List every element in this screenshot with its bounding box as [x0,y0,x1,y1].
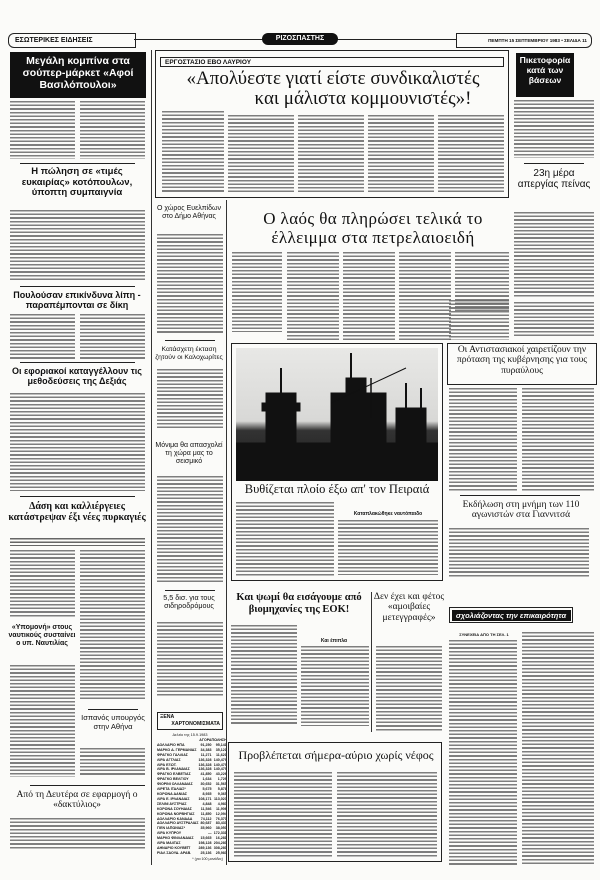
article-body [343,252,395,340]
currency-rate: 1,729 [217,777,227,782]
currency-name: ΛΙΡΑ Β. ΙΡΛΑΝΔΙΑΣ [157,767,190,772]
article-body [449,300,509,340]
currency-name: ΦΡΑΓΚΟ ΕΛΒΕΤΙΑΣ [157,772,191,777]
divider [20,362,135,363]
currency-rate: 38,050 [215,826,227,831]
article-body [337,772,437,858]
headline-kotopoula: Η πώληση σε «τιμές ευκαιρίας» κοτόπουλων, ύποπτη συμπαιγνία [21,166,133,199]
currency-rate: 113,023 [213,796,227,801]
headline-kalochorites: Κατάσχετη έκταση ζητούν οι Καλοχωρίτες [155,346,223,361]
ship-subhead: Καταπλακώθηκε ναυτόπαιδο [353,511,423,517]
article-body [10,101,75,159]
divider [30,785,145,786]
article-body [449,640,517,865]
currency-rate: 140,479 [213,767,227,772]
divider [20,496,135,497]
currency-rate: 11,906 [215,806,227,811]
headline-metengrafes: Δεν έχει και φέτος «αμοιβαίες μετεγγραφές» [373,592,445,623]
headline-piketoforia: Πικετοφορία κατά των βάσεων [516,53,574,97]
currency-name: ΛΙΡΕΤΑ ΙΤΑΛΙΑΣ* [157,787,186,792]
currency-rate: 12,094 [215,811,227,816]
currency-rate: 11,271 [200,752,212,757]
headline-pyrkagies: Δάση και καλλιέργειες κατάστρεψαν έξι νέες πυρκαγιές [8,501,146,523]
currency-rate: 4,848 [202,801,212,806]
article-body [157,234,223,334]
divider [524,163,584,164]
currency-title-2: ΧΑΡΤΟΝΟΜΙΣΜΑΤΑ [171,721,220,727]
section-label: ΕΣΩΤΕΡΙΚΕΣ ΕΙΔΗΣΕΙΣ [8,33,136,48]
currency-name: ΦΡΑΓΚΟ ΒΕΛΓΙΟΥ [157,777,189,782]
currency-rate: 16,281 [215,836,227,841]
currency-rate: 308,280 [213,845,227,850]
article-body [298,115,364,193]
article-body [514,100,594,158]
column-divider [226,200,227,865]
currency-rate: 74,112 [200,816,212,821]
currency-name: ΛΙΡΑ Ε. ΙΡΛΑΝΔΙΑΣ [157,796,190,801]
ship-photo [236,348,438,481]
currency-title-box [157,712,223,730]
currency-name: ΜΑΡΚΟ ΦΙΝΛΑΝΔΙΑΣ [157,836,194,841]
column-divider [151,50,152,865]
currency-name: ΛΙΡΑ ΜΑΛΤΑΣ [157,841,181,846]
currency-rate: 43,226 [215,772,227,777]
headline-daktylios: Από τη Δευτέρα σε εφαρμογή ο «δακτύλιος» [16,790,138,811]
article-body [10,393,145,491]
article-body [368,115,434,193]
divider [165,590,215,591]
currency-row [157,748,227,753]
currency-rate: 8,935 [202,791,212,796]
article-body [162,111,224,193]
currency-rate: 91,250 [200,742,212,747]
article-body [10,314,75,359]
article-body [514,302,594,336]
continued-label: ΣΥΝΕΧΕΙΑ ΑΠΟ ΤΗ ΣΕΛ. 1 [459,632,509,637]
article-body [399,252,451,340]
headline-seismiko: Μόνιμα θα απασχολεί τη χώρα μας το σεισμικό [155,442,223,465]
currency-name: ΓΙΕΝ ΙΑΠΩΝΙΑΣ* [157,826,185,831]
currency-col-header: ΠΩΛΗΣΗ [211,738,227,742]
currency-name: ΛΙΡΑ ΑΓΓΛΙΑΣ [157,757,181,762]
currency-row [157,851,227,856]
currency-rate: 95,141 [215,742,227,747]
article-body [10,550,75,618]
date-page: ΠΕΜΠΤΗ 15 ΣΕΠΤΕΜΒΡΙΟΥ 1983 • ΣΕΛΙΔΑ 11 [456,33,592,48]
masthead: ΡΙΖΟΣΠΑΣΤΗΣ [262,33,338,45]
article-body [236,502,334,576]
article-body [80,748,145,776]
headline-lipi: Πουλούσαν επικίνδυνα λίπη - παραπέμπονται σε δίκη [13,290,141,311]
currency-rate: 35,960 [200,826,212,831]
article-body [80,550,145,700]
commentary-banner [449,607,573,623]
headline-kompina: Μεγάλη κομπίνα στα σούπερ-μάρκετ «Αφοί Βασιλόπουλοι» [10,52,146,98]
article-body [522,388,594,492]
currency-rate: 35,121 [215,747,227,752]
column-divider [371,592,372,732]
currency-rate: 34,383 [200,747,212,752]
article-body [10,210,145,280]
currency-rate: 136,328 [198,757,212,762]
currency-rate: 25,136 [200,850,212,855]
currency-rate: 11,621 [215,752,227,757]
currency-row [157,807,227,812]
headline-ypomoni: «Υπομονή» στους ναυτικούς συσταίνει ο υπ. Ναυτιλίας [8,624,76,647]
currency-rate: 31,565 [215,782,227,787]
currency-rate: 136,328 [198,762,212,767]
article-body [234,772,332,858]
currency-rate: 5,878 [217,787,227,792]
currency-name: ΔΟΛΛΑΡΙΟ ΚΑΝΑΔΑ [157,816,193,821]
currency-col-header: ΑΓΟΡΑ [199,738,212,742]
currency-name: ΔΟΛΛΑΡΙΟ ΑΥΣΤΡΑΛΙΑΣ [157,821,199,826]
currency-name: ΚΟΡΩΝΑ ΝΟΡΒΗΓΙΑΣ [157,811,195,816]
currency-name: ΚΟΡΩΝΑ ΣΟΥΗΔΙΑΣ [157,806,192,811]
headline-nefos: Προβλέπεται σήμερα-αύριο χωρίς νέφος [238,748,434,762]
article-body [449,528,589,578]
article-subtitle [10,538,145,546]
headline-evelpidon: Ο χώρος Ευελπίδων στο Δήμο Αθήνας [157,205,221,220]
lead-title-line2: και μάλιστα κομμουνιστές»! [254,88,472,109]
currency-name: ΚΟΡΩΝΑ ΔΑΝΙΑΣ [157,791,188,796]
article-body [449,388,517,492]
article-body [376,646,442,732]
currency-name: ΛΙΡΑ ΕΞΩΤ. [157,762,177,767]
currency-rate: 5,675 [202,787,212,792]
headline-eforiakoi: Οι εφοριακοί καταγγέλλουν τις μεθοδεύσεις της Δεξιάς [12,366,142,387]
headline-apergia: 23η μέρα απεργίας πείνας [517,168,591,191]
ship-silhouette-icon [236,348,438,481]
headline-giannitsa: Εκδήλωση στη μνήμη των 110 αγωνιστών στα Γιαννιτσά [462,500,580,521]
headline-ship: Βυθίζεται πλοίο έξω απ' τον Πειραιά [244,482,430,496]
lead-title-line1: «Απολύεστε γιατί είστε συνδικαλιστές [186,68,480,89]
article-body [301,646,369,726]
article-body [338,520,438,575]
headline-psomi: Και ψωμί θα εισάγουμε από βιομηχανίες της ΕΟΚ! [236,592,362,615]
currency-name: ΡΙΑΛ ΣΑΟΥΔ. ΑΡΑΒ. [157,850,192,855]
article-body [232,252,282,332]
currency-row [157,812,227,817]
currency-rate: 83,433 [215,821,227,826]
commentary-banner-label: σχολιάζοντας την επικαιρότητα [452,610,571,621]
currency-rate: 289,136 [198,845,212,850]
currency-rate: 76,370 [215,816,227,821]
currency-rate: 140,479 [213,762,227,767]
headline-ispanos: Ισπανός υπουργός στην Αθήνα [81,713,145,731]
currency-rate: 9,365 [217,791,227,796]
article-body [228,115,294,193]
divider [20,163,135,164]
currency-rate: 136,328 [198,767,212,772]
currency-rate: 15,665 [200,836,212,841]
article-body [157,622,223,696]
article-body [522,632,594,864]
currency-name: ΦΙΟΡΙΝΙ ΟΛΛΑΝΔΙΑΣ [157,782,193,787]
headline-antistasiakoi: Οι Αντιστασιακοί χαιρετίζουν την πρόταση της κυβέρνησης για τους πυραύλους [456,345,588,376]
currency-rate: 30,652 [200,782,212,787]
currency-table [157,738,227,861]
divider [20,286,135,287]
article-body [10,665,75,777]
bread-subhead: Και έπιπλα [320,638,348,644]
currency-footnote: * (για 100 μονάδες) [192,856,223,861]
article-body [514,212,594,297]
divider [460,495,580,496]
currency-rate: 1,634 [202,777,212,782]
divider [165,340,215,341]
currency-name: ΔΗΝΑΡΙΟ ΚΟΥΒΕΪΤ [157,845,191,850]
article-body [157,369,223,429]
currency-rate: 4,983 [217,801,227,806]
article-body [80,314,145,359]
currency-name: ΣΕΛΙΝΙ ΑΥΣΤΡΙΑΣ [157,801,187,806]
currency-rate: — [207,831,212,836]
currency-name: ΦΡΑΓΚΟ ΓΑΛΛΙΑΣ [157,752,188,757]
currency-date: Δελτίο της 15.9.1983 [172,733,208,737]
currency-rate: 108,171 [198,796,212,801]
currency-rate: 11,546 [200,806,212,811]
article-body [287,252,339,340]
currency-rate: 198,128 [198,841,212,846]
article-body [438,115,504,193]
currency-rate: 172,331 [213,831,227,836]
headline-sidirodromoi: 5,5 δισ. για τους σιδηροδρόμους [163,593,215,611]
currency-name: ΛΙΡΑ ΚΥΠΡΟΥ [157,831,182,836]
article-body [10,818,145,850]
currency-name: ΔΟΛΛΑΡΙΟ ΗΠΑ [157,742,185,747]
currency-rate: 140,479 [213,757,227,762]
divider [88,709,138,710]
headline-petrelaioeidi: Ο λαός θα πληρώσει τελικά το έλλειμμα στα πετρελαιοειδή [263,209,483,247]
article-body [80,101,145,159]
currency-name: ΜΑΡΚΟ Δ. ΓΕΡΜΑΝΙΑΣ [157,747,197,752]
currency-rate: 204,280 [213,841,227,846]
article-body [157,476,223,584]
currency-rate: 11,850 [200,811,212,816]
currency-rate: 41,850 [200,772,212,777]
article-body [231,625,297,725]
currency-title-1: ΞΕΝΑ [160,714,175,720]
lead-kicker: ΕΡΓΟΣΤΑΣΙΟ ΕΒΟ ΛΑΥΡΙΟΥ [160,57,504,67]
currency-rate: 25,983 [215,850,227,855]
currency-rate: 80,687 [200,821,212,826]
